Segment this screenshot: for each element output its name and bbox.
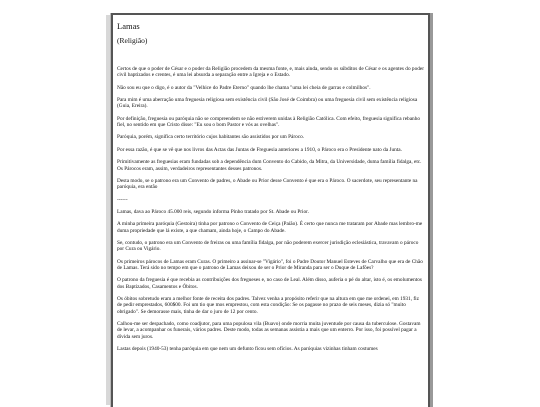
paragraph: Desta modo, se o patrono era um Convento de padres, o Abade ou Prior desse Convento é que era o Pároco. O sacerdote, seu representante na paróquia, era então <box>117 177 418 191</box>
page-title: Lamas <box>117 21 140 31</box>
paragraph: Certos de que o poder de César e o poder da Religião procedem da mesma fonte, e, mais ainda, sendo os súbditos de César e os agentes do poder civil baptizados e crentes, é uma lei absurda a separação entre a Igreja e o Estado. <box>117 66 424 79</box>
paragraph: Calhou-me ser despachado, como coadjutor, para uma populosa vila (Buavo) onde morria muita juventude por causa da tuberculose. Gostavam de levar, a acompanhar os funerais, vários padres. Deste modo, todas as semanas assistia a mais que um enterro. Por isso, foi possível pagar a dívida sem juros. <box>117 321 421 340</box>
paragraph: Primitivamente as freguesias eram fundadas sob a dependência dum Convento do Cabido, da Mitra, da Universidade, duma família fidalga, etc. Os Párocos eram, assim, verdadeiros representantes desses patronos. <box>117 159 422 172</box>
paragraph: O patrono da freguesia é que recebia as contribuições dos fregueses e, no caso de Leal. Além disso, auferia o pé do altar, isto é, os emolumentos dos Baptizados, Casamentos e Óbitos. <box>117 277 422 290</box>
paragraph: Por essa razão, é que se vê que nos livros das Actas das Juntas de Freguesia anteriores a 1910, o Pároco era o Presidente nato da Junta. <box>117 146 402 153</box>
paragraph: Não sou eu que o digo, é o autor da "Velhice do Padre Eterno" quando lhe chama "uma lei cheia de garras e colmilhos". <box>117 84 371 91</box>
paragraph: Os óbitos sobretudo eram a melhor fonte de receita dos padres. Talvez venha a propósito referir que na altura em que me ordenei, em 1931, fiz de pedir emprestados, 600$00. Foi um tio que mos emprestou, com esta condição: Se os pagasse no prazo de seis meses, dizia só "muito obrigado". Se demorasse mais, tinha de dar o juro de 12 por cento. <box>117 296 419 315</box>
paragraph: Se, contudo, o patrono era um Convento de freiras ou uma família fidalga, por não poderem exercer jurisdição eclesiástica, travavam o pároco por Cura ou Vigário. <box>117 240 419 253</box>
paragraph: Por definição, freguesia ou paróquia não se compreendem se não estiverem unidas à Religião Católica. Com efeito, freguesia significa rebanho fiel, no sentido em que Cristo disse: "Eu sou o bom Pastor e vós as ovelhas". <box>117 115 420 129</box>
page-subtitle: (Religião) <box>117 36 148 45</box>
document-frame <box>111 13 430 407</box>
paragraph: Lamas, dava ao Pároco 45.000 reis, segundo informa Pinho tratado por St. Abade ou Prior. <box>117 209 309 215</box>
paragraph: Lastas depois (1940-53) tenha paróquia em que nem um defunto ficou sem ofícios. As paróquias vizinhas tinham costumes <box>117 346 378 353</box>
paragraph: Os primeiros párocos de Lamas eram Curas. O primeiro a assinar-se "Vigário", foi o Padre Doutor Manuel Esteves de Carvalho que era de Chão de Lamas. Terá sido no tempo em que o patrono de Lamas deixou de ser o Prior de Miranda para ser o Duque de Lafões? <box>117 258 423 272</box>
document-body <box>113 15 428 352</box>
paragraph: Paróquia, porém, significa certo território cujos habitantes são assistidos por um Pároco. <box>117 134 305 141</box>
separator-text: ------ <box>117 196 128 203</box>
paragraph: Para mim é uma aberração uma freguesia religiosa sem existência civil (São José de Coimbra) ou uma freguesia civil sem existência religiosa (Guia, Ereira). <box>117 97 418 110</box>
paragraph: A minha primeira paróquia (Gestoira) tinha por patrono o Convento de Ceiça (Paião). É certo que nunca me trataram por Abade mas lembro-me duma propriedade que lá existe, a que chamam, ainda hoje, o Campo do Abade. <box>117 221 423 234</box>
